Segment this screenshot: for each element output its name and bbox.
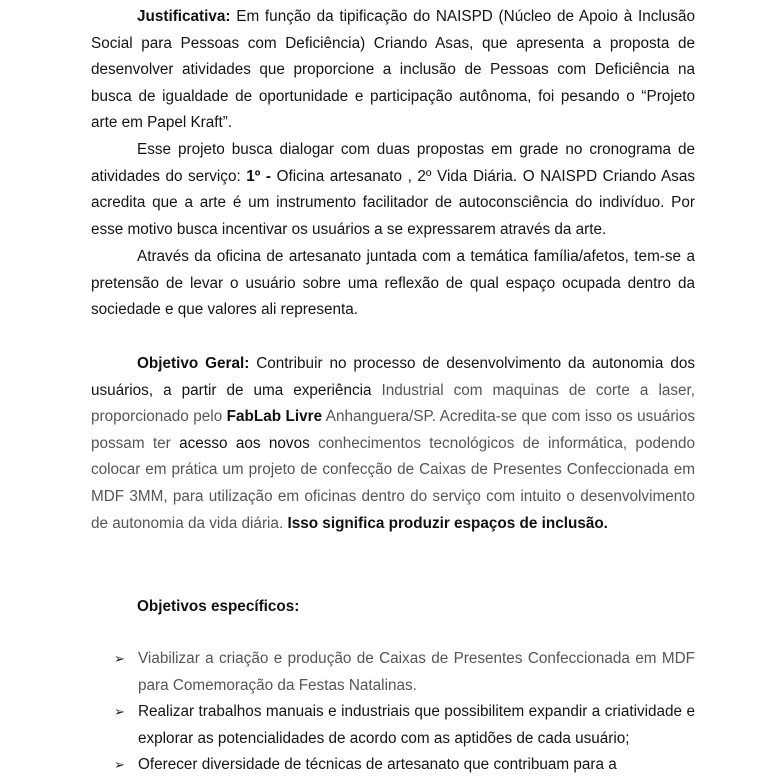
objetivos-especificos-list [91, 646, 695, 779]
projeto-paragraph [91, 137, 695, 243]
fablab-bold: FabLab Livre [226, 408, 323, 426]
justificativa-text: Em função da tipificação do NAISPD (Núcleo de Apoio à Inclusão Social para Pessoas com Deficiência) Criando Asas, que apresenta a proposta de desenvolver atividades que proporcione a inclusão de Pessoas com Deficiência na busca de igualdade de oportunidade e participação autônoma, foi pesando o “Projeto arte em Papel Kraft”. [91, 8, 695, 132]
objetivo-geral-paragraph [91, 351, 695, 537]
objetivo-geral-text3: Anhanguera/SP. Acredita-se que com isso os usuários possam ter [91, 408, 695, 452]
list-item-text: Realizar trabalhos manuais e industriais que possibilitem expandir a criatividade e explorar as potencialidades de acordo com as aptidões de cada usuário; [138, 703, 695, 747]
projeto-text-before: Esse projeto busca dialogar com duas propostas em grade no cronograma de atividades do serviço: [91, 141, 695, 185]
oficina-paragraph [91, 244, 695, 324]
objetivo-geral-label: Objetivo Geral: [137, 355, 250, 372]
oficina-text: Através da oficina de artesanato juntada com a temática família/afetos, tem-se a pretensão de levar o usuário sobre uma reflexão de qual espaço ocupada dentro da sociedade e que valores ali representa. [91, 248, 695, 319]
objetivo-geral-text4: conhecimentos tecnológicos de informática, podendo colocar em prática um projeto de confecção de Caixas de Presentes Confeccionada em MDF 3MM, para utilização em oficinas dentro do serviço com intuito o desenvolvimento de autonomia da vida diária. [91, 434, 695, 532]
list-item [91, 752, 695, 779]
justificativa-label: Justificativa: [137, 8, 231, 25]
arrow-bullet-icon: ➢ [114, 704, 125, 720]
list-item [91, 646, 695, 699]
objetivos-especificos-heading: Objetivos específicos: [137, 598, 300, 615]
projeto-text-after: Oficina artesanato , 2º Vida Diária. O NAISPD Criando Asas acredita que a arte é um instrumento facilitador de autoconsciência do indivíduo. Por esse motivo busca incentivar os usuários a se expressarem através da arte. [91, 167, 695, 238]
arrow-bullet-icon: ➢ [114, 651, 125, 666]
acesso-text: acesso aos novos [179, 434, 310, 452]
list-item-text: Viabilizar a criação e produção de Caixas de Presentes Confeccionada em MDF para Comemoração da Festas Natalinas. [138, 650, 695, 694]
justificativa-paragraph [91, 4, 695, 137]
projeto-bold-number: 1º - [246, 167, 272, 185]
list-item [91, 699, 695, 752]
arrow-bullet-icon: ➢ [114, 757, 125, 773]
objetivo-geral-text2: Industrial com maquinas de corte a laser, proporcionado pelo [91, 381, 696, 426]
objetivo-geral-text1: Contribuir no processo de desenvolvimento da autonomia dos usuários, a partir de uma experiência [91, 355, 695, 399]
inclusao-bold: Isso significa produzir espaços de inclusão. [287, 514, 608, 532]
list-item-text: Oferecer diversidade de técnicas de artesanato que contribuam para a [138, 756, 617, 774]
